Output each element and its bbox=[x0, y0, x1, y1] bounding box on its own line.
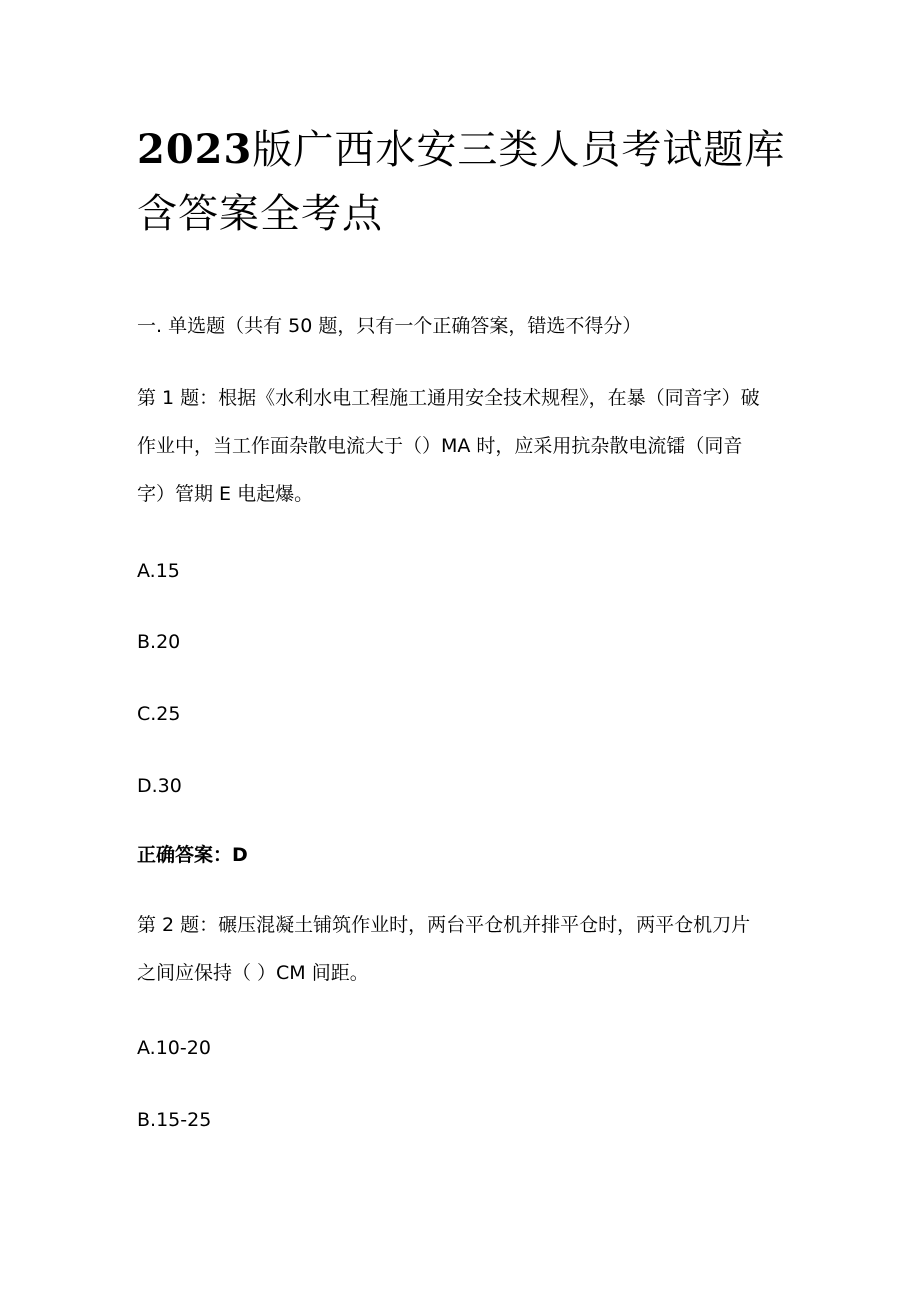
title-line-1-text: 版广西水安三类人员考试题库 bbox=[252, 127, 786, 173]
question-1-text bbox=[137, 374, 797, 518]
title-year: 2023 bbox=[137, 126, 253, 173]
question-2-line-2: 之间应保持（ ）CM 间距。 bbox=[137, 962, 369, 984]
question-2-option-b: B.15-25 bbox=[137, 1109, 212, 1131]
question-1-answer: 正确答案：D bbox=[137, 844, 248, 866]
question-1-option-c: C.25 bbox=[137, 703, 181, 725]
question-1-option-d: D.30 bbox=[137, 775, 182, 797]
question-1-option-b: B.20 bbox=[137, 631, 181, 653]
document-title bbox=[137, 118, 797, 246]
question-2-text bbox=[137, 901, 797, 997]
title-line-2: 含答案全考点 bbox=[137, 191, 383, 237]
question-1-line-1: 第 1 题：根据《水利水电工程施工通用安全技术规程》，在暴（同音字）破 bbox=[137, 387, 760, 409]
question-1-line-2: 作业中，当工作面杂散电流大于（）MA 时，应采用抗杂散电流镭（同音 bbox=[137, 435, 743, 457]
question-1-line-3: 字）管期 E 电起爆。 bbox=[137, 483, 314, 505]
question-1-option-a: A.15 bbox=[137, 560, 180, 582]
question-2-option-a: A.10-20 bbox=[137, 1037, 211, 1059]
title-line-1 bbox=[137, 118, 797, 182]
question-2-line-1: 第 2 题：碾压混凝土铺筑作业时，两台平仓机并排平仓时，两平仓机刀片 bbox=[137, 914, 751, 936]
section-heading: 一. 单选题（共有 50 题，只有一个正确答案，错选不得分） bbox=[137, 315, 642, 337]
